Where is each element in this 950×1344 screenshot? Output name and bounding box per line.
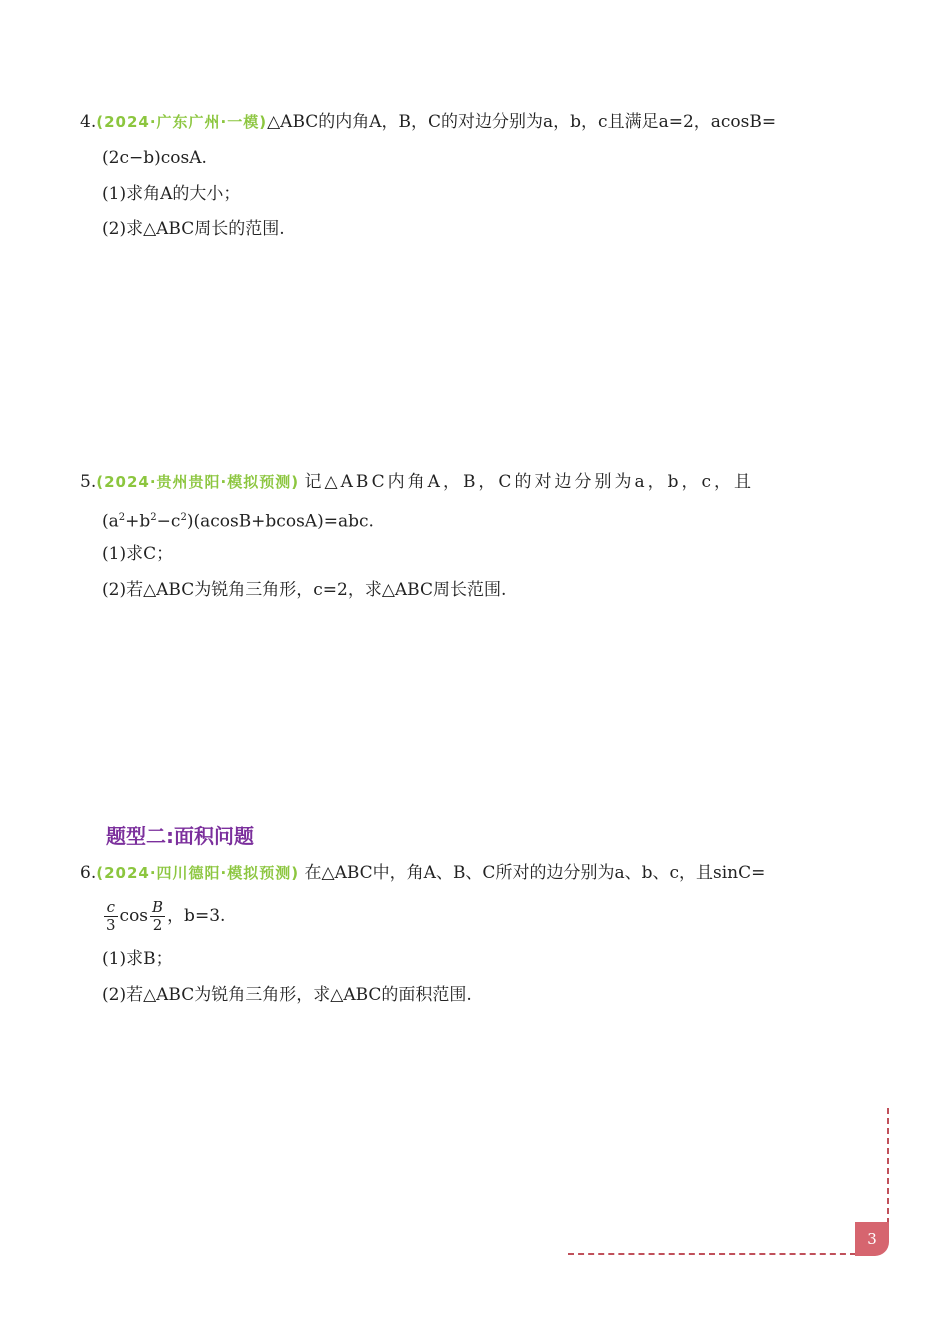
q6-part-1: (1)求B； [102, 949, 173, 969]
q4-stem: △ABC的内角A，B，C的对边分别为a，b，c且满足a=2，acosB= [267, 112, 777, 132]
q5-expr-d: )(acosB+bcosA)=abc. [186, 511, 374, 532]
q5-expr-c: −c [156, 511, 181, 532]
q6-line-1 [80, 861, 765, 885]
q5-sup-3: 2 [180, 512, 187, 523]
q5-expr-a: (a [102, 511, 119, 532]
q5-expr-b: +b [125, 511, 151, 532]
q4-part-2: (2)求△ABC周长的范围. [102, 219, 285, 239]
q5-part-2: (2)若△ABC为锐角三角形，c=2，求△ABC周长范围. [102, 580, 507, 600]
q4-line-1 [80, 110, 776, 134]
q6-frac2-den: 2 [152, 916, 163, 934]
footer-dashed-horizontal-line [568, 1253, 856, 1255]
q6-fraction-b-over-2 [150, 899, 165, 934]
q5-line-1 [80, 470, 754, 494]
q5-stem: 记△ABC内角A，B，C的对边分别为a，b，c，且 [304, 472, 754, 492]
q6-frac1-den: 3 [106, 916, 116, 934]
footer-dashed-vertical-line [887, 1108, 889, 1224]
section-title: 题型二:面积问题 [106, 824, 254, 848]
q6-cos: cos [119, 906, 149, 926]
q5-part-1: (1)求C； [102, 544, 174, 564]
q6-source-tag: (2024·四川德阳·模拟预测) [96, 864, 300, 882]
q6-frac1-num: c [104, 899, 118, 917]
q4-line-2: (2c−b)cosA. [102, 148, 207, 168]
q5-number: 5. [80, 472, 97, 492]
q5-source-tag: (2024·贵州贵阳·模拟预测) [96, 473, 300, 491]
q5-sup-2: 2 [150, 512, 157, 523]
q6-stem: 在△ABC中，角A、B、C所对的边分别为a、b、c，且sinC= [304, 863, 766, 883]
q6-part-2: (2)若△ABC为锐角三角形，求△ABC的面积范围. [102, 985, 472, 1005]
q4-source-tag: (2024·广东广州·一模) [96, 113, 268, 131]
q6-line-2 [102, 896, 225, 936]
q4-number: 4. [80, 112, 97, 132]
q6-fraction-c-over-3 [104, 899, 118, 934]
q6-number: 6. [80, 863, 97, 883]
q6-tail: ，b=3. [167, 906, 226, 926]
q5-sup-1: 2 [118, 512, 126, 523]
q4-part-1: (1)求角A的大小； [102, 184, 241, 204]
q5-line-2 [102, 506, 374, 534]
page-number-badge: 3 [855, 1222, 889, 1256]
q6-frac2-num: B [152, 898, 164, 916]
